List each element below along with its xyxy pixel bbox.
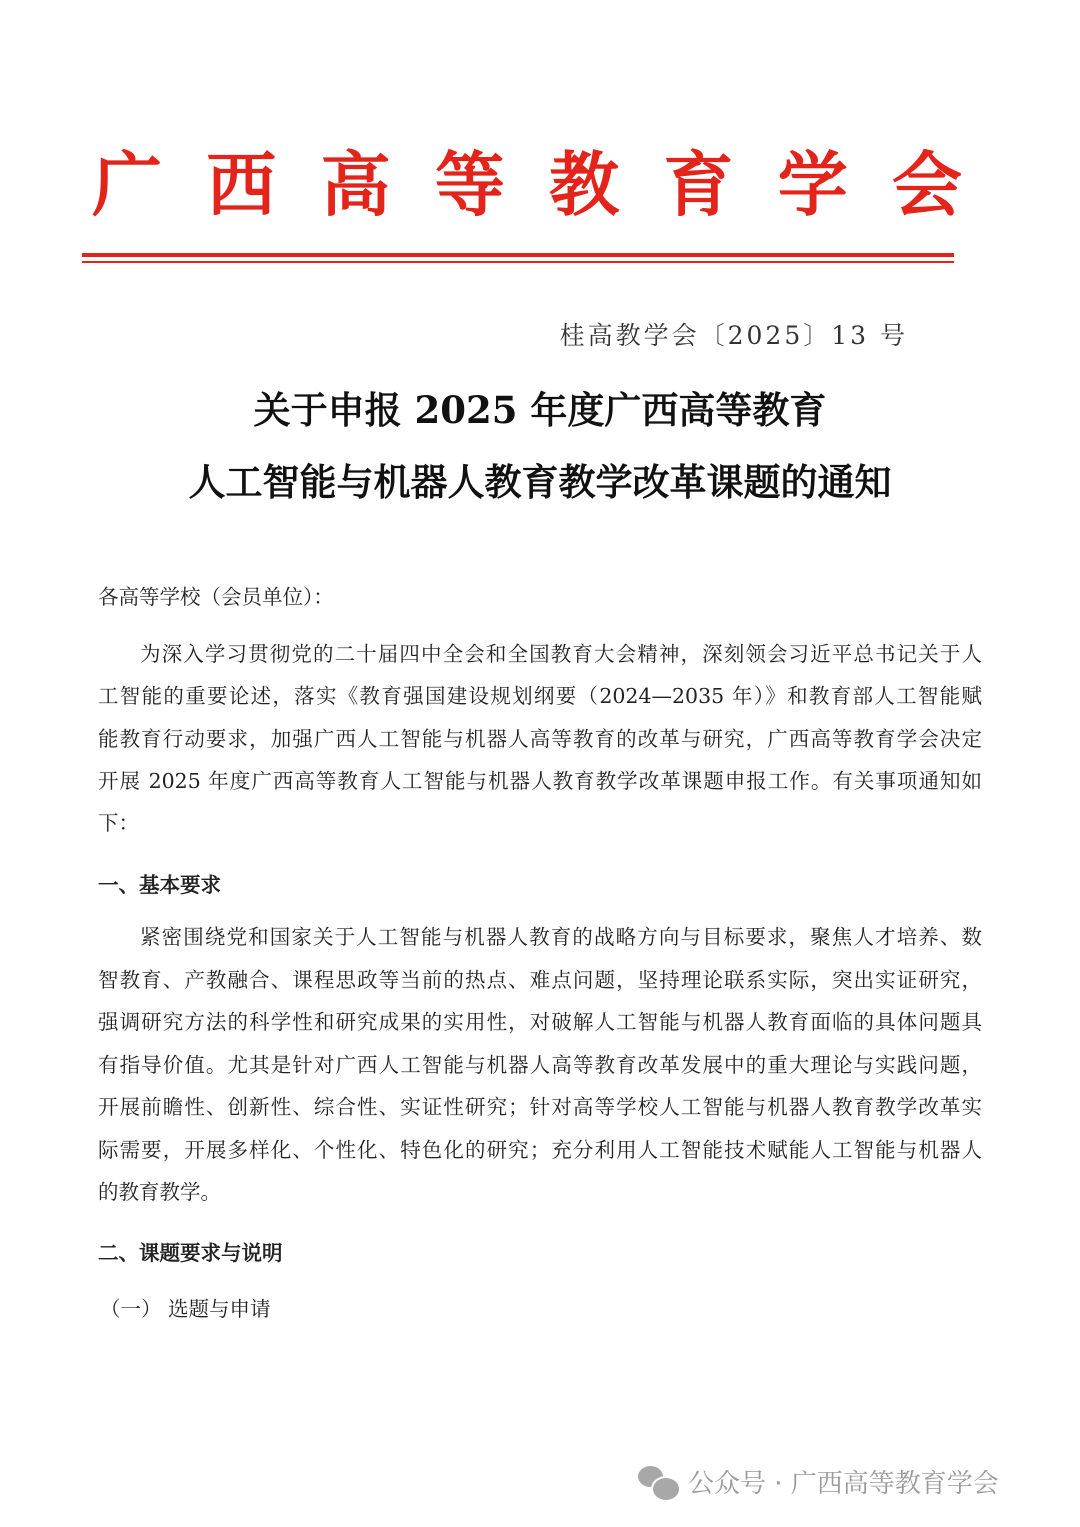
section1-line: 智教育、产教融合、课程思政等当前的热点、难点问题，坚持理论联系实际，突出实证研究， [98,968,982,992]
section-heading-2: 二、课题要求与说明 [98,1241,283,1265]
section1-line: 强调研究方法的科学性和研究成果的实用性，对破解人工智能与机器人教育面临的具体问题具 [98,1010,982,1034]
masthead-char: 学 [777,144,848,226]
document-title-line-1: 关于申报 2025 年度广西高等教育 [253,388,827,432]
document-number: 桂高教学会〔2025〕13 号 [559,321,908,350]
watermark [638,1463,999,1500]
masthead-char: 会 [891,144,962,226]
salutation: 各高等学校（会员单位）： [98,585,334,609]
document-title-line-2: 人工智能与机器人教育教学改革课题的通知 [188,460,892,504]
masthead-char: 育 [663,144,734,226]
intro-line: 为深入学习贯彻党的二十届四中全会和全国教育大会精神，深刻领会习近平总书记关于人 [140,642,982,666]
masthead-char: 广 [92,144,162,226]
section1-line: 的教育教学。 [98,1180,221,1204]
section-heading-1: 一、基本要求 [98,873,221,897]
masthead-char: 教 [549,144,620,226]
masthead-char: 西 [206,144,277,226]
masthead [92,140,962,230]
masthead-char: 等 [434,144,505,226]
section1-line: 际需要，开展多样化、个性化、特色化的研究；充分利用人工智能技术赋能人工智能与机器人 [98,1138,982,1162]
section1-line: 紧密围绕党和国家关于人工智能与机器人教育的战略方向与目标要求，聚焦人才培养、数 [140,925,982,949]
section1-line: 有指导价值。尤其是针对广西人工智能与机器人高等教育改革发展中的重大理论与实践问题， [98,1053,982,1077]
wechat-icon [638,1464,678,1500]
intro-line: 开展 2025 年度广西高等教育人工智能与机器人教育教学改革课题申报工作。有关事项通知如 [98,769,982,793]
red-divider-thin [82,261,954,263]
intro-line: 下： [98,811,139,835]
red-divider-thick [82,253,954,257]
intro-line: 能教育行动要求，加强广西人工智能与机器人高等教育的改革与研究，广西高等教育学会决定 [98,727,982,751]
intro-line: 工智能的重要论述，落实《教育强国建设规划纲要（2024—2035 年）》和教育部人工智能赋 [98,684,982,708]
watermark-text: 公众号 · 广西高等教育学会 [688,1469,999,1499]
section1-line: 开展前瞻性、创新性、综合性、实证性研究；针对高等学校人工智能与机器人教育教学改革实 [98,1095,982,1119]
subsection-heading: （一） 选题与申请 [100,1297,271,1321]
masthead-char: 高 [320,144,391,226]
